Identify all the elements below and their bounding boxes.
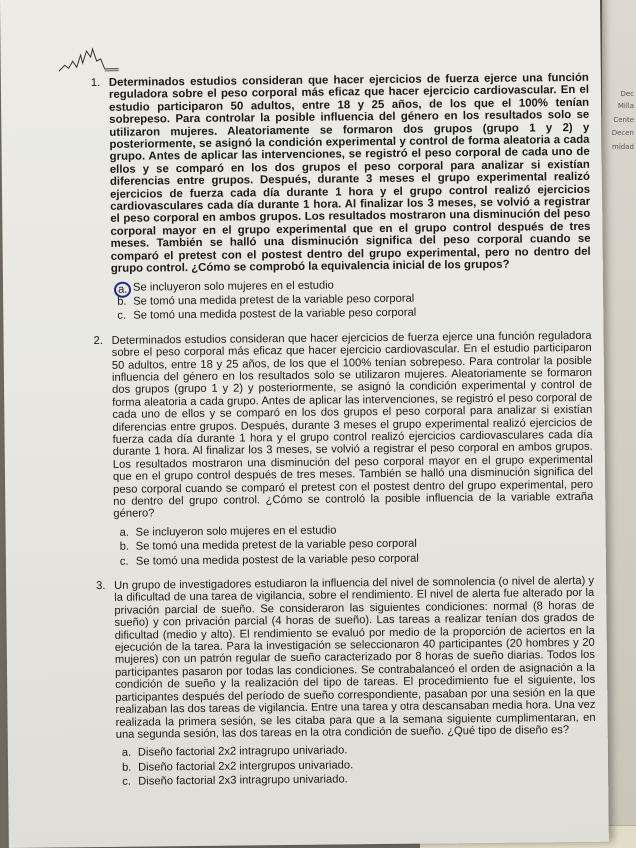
- side-label: Dec: [620, 90, 634, 98]
- option-letter: b.: [121, 761, 132, 774]
- option-letter: a.: [121, 746, 132, 760]
- option-letter: b.: [119, 540, 130, 553]
- option-text: Diseño factorial 2x2 intergrupos univariado.: [137, 759, 354, 774]
- option-text: Se tomó una medida pretest de la variable peso corporal: [133, 292, 415, 308]
- question-2: [93, 329, 594, 568]
- question-3: [96, 574, 596, 789]
- question-number: 3.: [96, 579, 106, 593]
- option-letter: c.: [117, 310, 127, 323]
- option-text: Se tomó una medida pretest de la variable peso corporal: [135, 537, 417, 553]
- option-text: Diseño factorial 2x3 intragrupo univariado.: [138, 773, 348, 788]
- option-letter: a.: [114, 281, 132, 298]
- option-text: Se incluyeron solo mujeres en el estudio: [132, 279, 334, 294]
- options-list: [121, 742, 596, 788]
- option-c[interactable]: [117, 305, 591, 323]
- side-label: Milla: [617, 102, 634, 110]
- skyline-doodle-icon: [58, 43, 118, 76]
- question-1: [90, 71, 592, 323]
- option-text: Se tomó una medida postest de la variable peso corporal: [133, 306, 417, 322]
- questions-area: [90, 71, 597, 801]
- option-c[interactable]: [119, 550, 594, 568]
- question-number: 2.: [93, 334, 103, 347]
- option-letter: c.: [122, 775, 131, 788]
- option-c[interactable]: [122, 771, 596, 788]
- option-letter: c.: [119, 555, 129, 568]
- question-text: Determinados estudios consideran que hacer ejercicios de fuerza ejerce una función reguladora sobre el peso corporal más eficaz que hacer ejercicio cardiovascular. En el estudio participaron 50 adultos, entre 18 y 25 años, de los que el 100% tenían sobrepeso. Para controlar la posible influencia del género en los resultados solo se utilizaron mujeres. Aleatoriamente se formaron dos grupos (grupo 1 y 2) y posteriormente, se asignó la condición experimental y control de forma aleatoria a cada grupo. Antes de aplicar las intervenciones, se registró el peso corporal de cada uno de ellos y se comparó en los dos grupos el peso corporal para analizar si existían diferencias entre grupos. Después, durante 3 meses el grupo experimental realizó ejercicios de fuerza cada día durante 1 hora y el grupo control realizó ejercicios cardiovasculares cada día durante 1 hora. Al finalizar los 3 meses, se volvió a registrar el peso corporal en ambos grupos. Los resultados mostraron una disminución del peso corporal mayor en el grupo experimental que en el grupo control después de tres meses. También se halló una disminución significa del peso corporal cuando se comparó el pretest con el postest dentro del grupo experimental, pero no dentro del grupo control. ¿Cómo se comprobó la equivalencia inicial de los grupos?: [108, 71, 591, 275]
- options-list: [119, 522, 594, 568]
- question-text: Un grupo de investigadores estudiaron la influencia del nivel de somnolencia (o nivel de alerta) y la dificultad de una tarea de vigilancia, sobre el rendimiento. El nivel de alerta fue alterado por la privación parcial de sueño. Se consideraron las siguientes condiciones: normal (8 horas de sueño) y con privación parcial (4 horas de sueño). Las tareas a realizar tenían dos grados de dificultad (medio y alto). El rendimiento se evaluó por medio de la proporción de aciertos en la ejecución de la tarea. Para la investigación se seleccionaron 40 participantes (20 hombres y 20 mujeres) con un patrón regular de sueño caracterizado por 8 horas de sueño diarias. Todos los participantes pasaron por todas las condiciones. Se contrabalanceó el orden de asignación a la condición de sueño y la realización del tipo de tareas. El procedimiento fue el siguiente, los participantes después del período de sueño correspondiente, pasaban por una sesión en la que realizaban las dos tareas de vigilancia. Entre una tarea y otra descansaban media hora. Una vez realizada la primera sesión, se les citaba para que a la semana siguiente cumplimentaran, en una segunda sesión, las dos tareas en la otra condición de sueño. ¿Qué tipo de diseño es?: [114, 574, 596, 741]
- option-text: Diseño factorial 2x2 intragrupo univariado.: [137, 744, 348, 759]
- side-label: Cente: [613, 116, 634, 124]
- side-label: midad: [612, 143, 634, 151]
- question-number: 1.: [90, 76, 101, 90]
- option-text: Se tomó una medida postest de la variable peso corporal: [135, 552, 419, 568]
- question-text: Determinados estudios consideran que hacer ejercicios de fuerza ejerce una función reguladora sobre el peso corporal más eficaz que hacer ejercicio cardiovascular. En el estudio participaron 50 adultos, entre 18 y 25 años, de los que el 100% tenían sobrepeso. Para controlar la posible influencia del género en los resultados solo se utilizaron mujeres. Aleatoriamente se formaron dos grupos (grupo 1 y 2) y posteriormente, se asignó la condición experimental y control de forma aleatoria a cada grupo. Antes de aplicar las intervenciones, se registró el peso corporal de cada uno de ellos y se comparó en los dos grupos el peso corporal para analizar si existían diferencias entre grupos. Después, durante 3 meses el grupo experimental realizó ejercicios de fuerza cada día durante 1 hora y el grupo control realizó ejercicios cardiovasculares cada día durante 1 hora. Al finalizar los 3 meses, se volvió a registrar el peso corporal en ambos grupos. Los resultados mostraron una disminución del peso corporal mayor en el grupo experimental que en el grupo control después de tres meses. También se halló una disminución significa del peso corporal cuando se comparó el pretest con el postest dentro del grupo experimental, pero no dentro del grupo control. ¿Cómo se controló la posible influencia de la variable extraña género?: [111, 329, 594, 521]
- option-letter: a.: [119, 526, 129, 539]
- option-letter: b.: [117, 295, 127, 308]
- side-label: Decen: [611, 129, 634, 137]
- options-list: [117, 276, 591, 323]
- option-text: Se incluyeron solo mujeres en el estudio: [135, 524, 337, 539]
